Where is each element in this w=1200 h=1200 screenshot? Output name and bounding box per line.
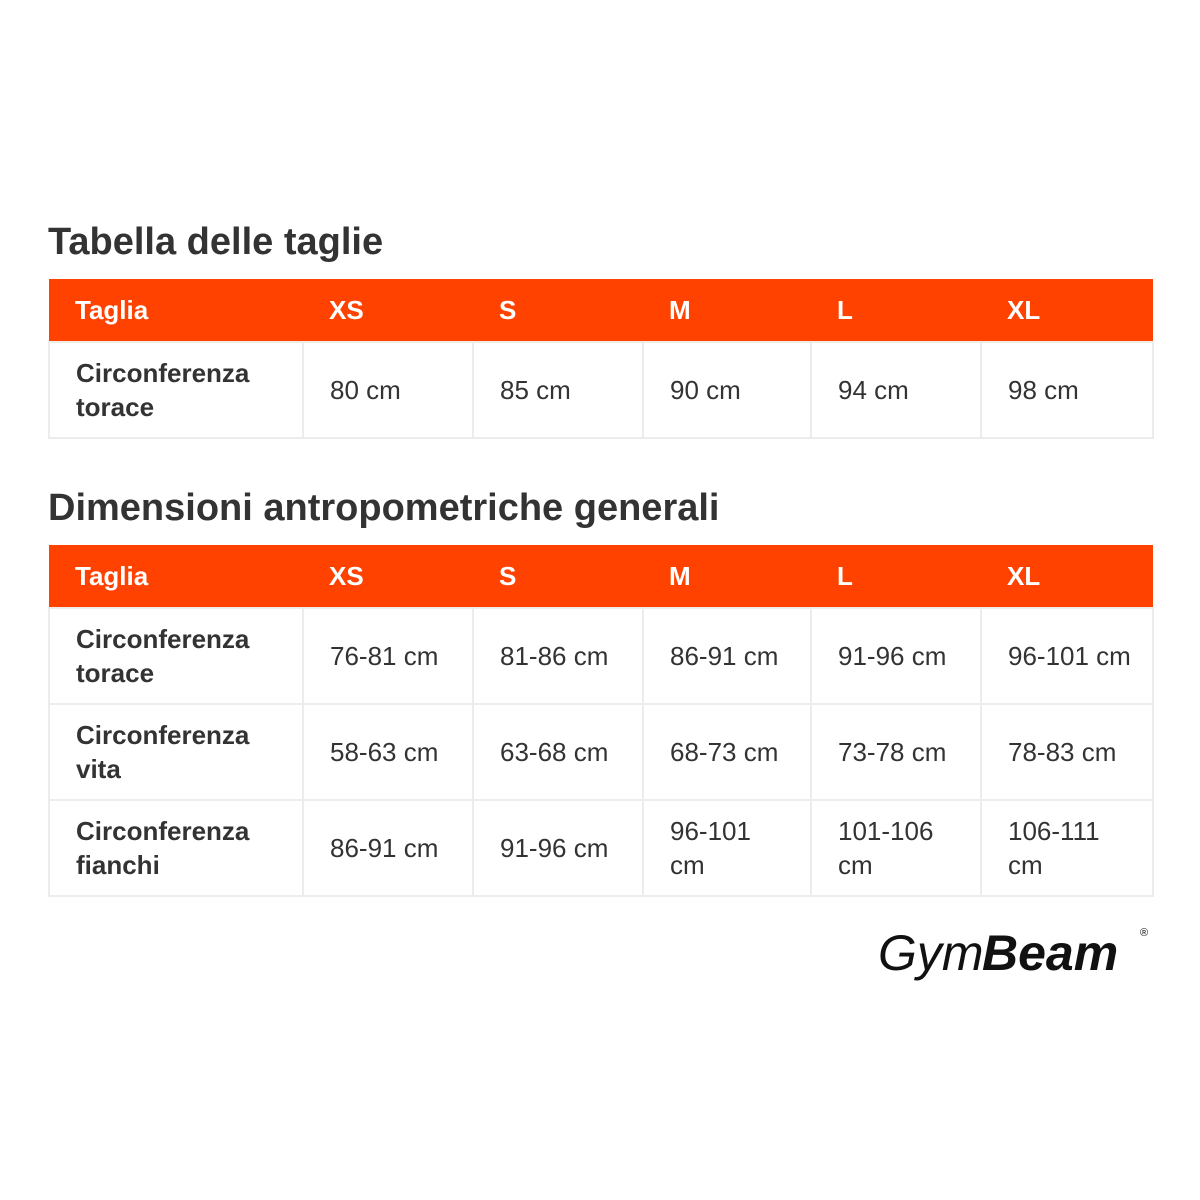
table-cell: 101-106 cm xyxy=(811,800,981,896)
row-label: Circonferenza vita xyxy=(49,704,303,800)
anthropometric-table-title: Dimensioni antropometriche generali xyxy=(48,487,720,529)
anthropometric-table xyxy=(48,545,1154,897)
header-cell: Taglia xyxy=(49,545,303,608)
header-cell: L xyxy=(811,545,981,608)
header-cell: S xyxy=(473,279,643,342)
header-cell: XL xyxy=(981,545,1153,608)
table-cell: 85 cm xyxy=(473,342,643,438)
anthropometric-table-header-row xyxy=(49,545,1153,608)
header-cell: Taglia xyxy=(49,279,303,342)
logo-text-bold: Beam xyxy=(982,925,1119,981)
row-label: Circonferenza torace xyxy=(49,342,303,438)
table-cell: 98 cm xyxy=(981,342,1153,438)
table-cell: 91-96 cm xyxy=(473,800,643,896)
table-cell: 106-111 cm xyxy=(981,800,1153,896)
header-cell: XS xyxy=(303,279,473,342)
logo-text-light: Gym xyxy=(878,925,984,981)
header-cell: M xyxy=(643,279,811,342)
table-cell: 96-101 cm xyxy=(981,608,1153,704)
size-table-title: Tabella delle taglie xyxy=(48,221,384,263)
header-cell: XL xyxy=(981,279,1153,342)
row-label: Circonferenza torace xyxy=(49,608,303,704)
table-cell: 80 cm xyxy=(303,342,473,438)
table-row xyxy=(49,608,1153,704)
table-row xyxy=(49,704,1153,800)
header-cell: S xyxy=(473,545,643,608)
table-cell: 78-83 cm xyxy=(981,704,1153,800)
gymbeam-logo xyxy=(876,922,1152,982)
table-cell: 68-73 cm xyxy=(643,704,811,800)
table-cell: 94 cm xyxy=(811,342,981,438)
table-row xyxy=(49,342,1153,438)
table-cell: 58-63 cm xyxy=(303,704,473,800)
table-cell: 86-91 cm xyxy=(303,800,473,896)
table-cell: 90 cm xyxy=(643,342,811,438)
header-cell: M xyxy=(643,545,811,608)
size-table xyxy=(48,279,1154,439)
table-cell: 96-101 cm xyxy=(643,800,811,896)
table-row xyxy=(49,800,1153,896)
registered-mark: ® xyxy=(1140,927,1149,939)
table-cell: 86-91 cm xyxy=(643,608,811,704)
table-cell: 91-96 cm xyxy=(811,608,981,704)
table-cell: 73-78 cm xyxy=(811,704,981,800)
size-table-header-row xyxy=(49,279,1153,342)
table-cell: 63-68 cm xyxy=(473,704,643,800)
table-cell: 76-81 cm xyxy=(303,608,473,704)
table-cell: 81-86 cm xyxy=(473,608,643,704)
header-cell: XS xyxy=(303,545,473,608)
row-label: Circonferenza fianchi xyxy=(49,800,303,896)
header-cell: L xyxy=(811,279,981,342)
